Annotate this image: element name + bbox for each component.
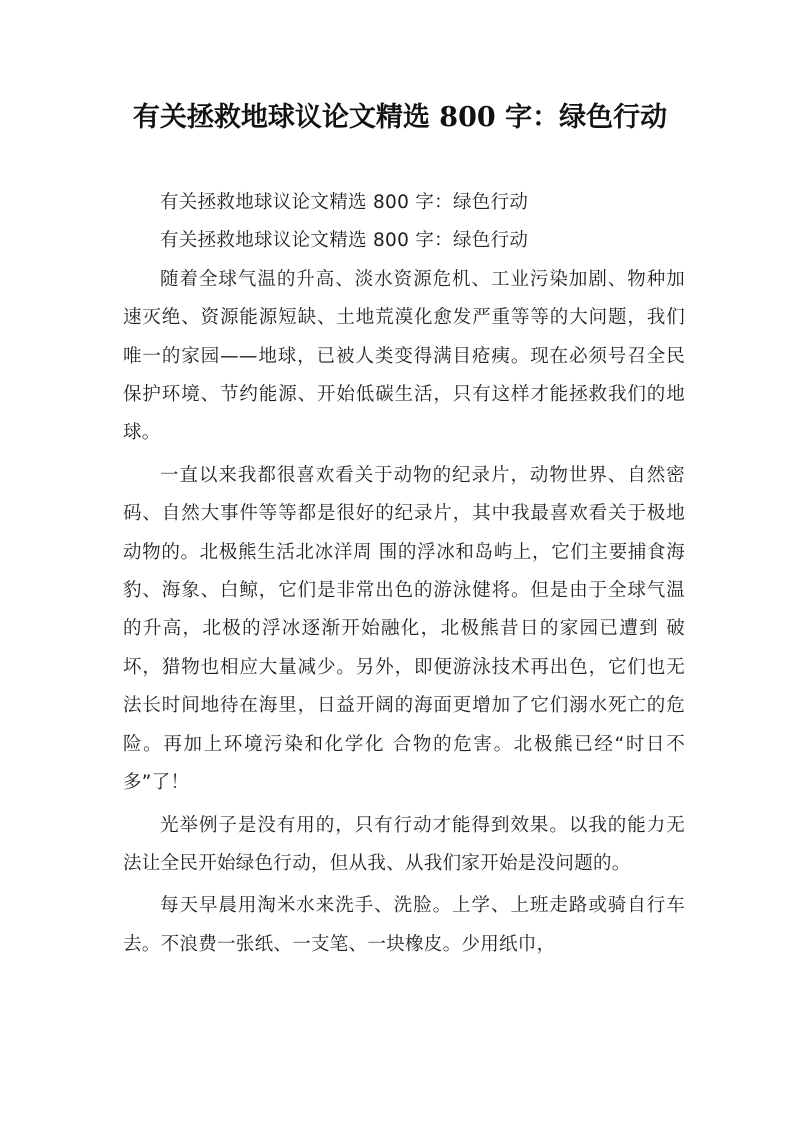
- paragraph-3: 随着全球气温的升高、淡水资源危机、工业污染加剧、物种加速灭绝、资源能源短缺、土地荒漠化愈发严重等等的大问题，我们唯一的家园——地球，已被人类变得满目疮痍。现在必须号召全民保护环境、节约能源、开始低碳生活，只有这样才能拯救我们的地球。: [123, 268, 685, 444]
- paragraph-2: 有关拯救地球议论文精选 800 字：绿色行动: [160, 230, 529, 252]
- paragraph-1: 有关拯救地球议论文精选 800 字：绿色行动: [160, 192, 529, 213]
- article-body: [123, 184, 685, 964]
- page-title: 有关拯救地球议论文精选 800 字：绿色行动: [132, 102, 668, 133]
- paragraph-4: 一直以来我都很喜欢看关于动物的纪录片，动物世界、自然密码、自然大事件等等都是很好的纪录片，其中我最喜欢看关于极地动物的。北极熊生活北冰洋周 围的浮冰和岛屿上，它们主要捕食海豹、海象、白鲸，它们是非常出色的游泳健将。但是由于全球气温的升高，北极的浮冰逐渐开始融化，北极熊昔日的家园已遭到 破坏，猎物也相应大量减少。另外，即便游泳技术再出色，它们也无法长时间地待在海里，日益开阔的海面更增加了它们溺水死亡的危险。再加上环境污染和化学化 合物的危害。北极熊已经“时日不多”了！: [123, 464, 685, 794]
- paragraph-6: 每天早晨用淘米水来洗手、洗脸。上学、上班走路或骑自行车去。不浪费一张纸、一支笔、一块橡皮。少用纸巾，: [123, 895, 685, 955]
- paragraph-5: 光举例子是没有用的，只有行动才能得到效果。以我的能力无法让全民开始绿色行动，但从我、从我们家开始是没问题的。: [123, 814, 685, 874]
